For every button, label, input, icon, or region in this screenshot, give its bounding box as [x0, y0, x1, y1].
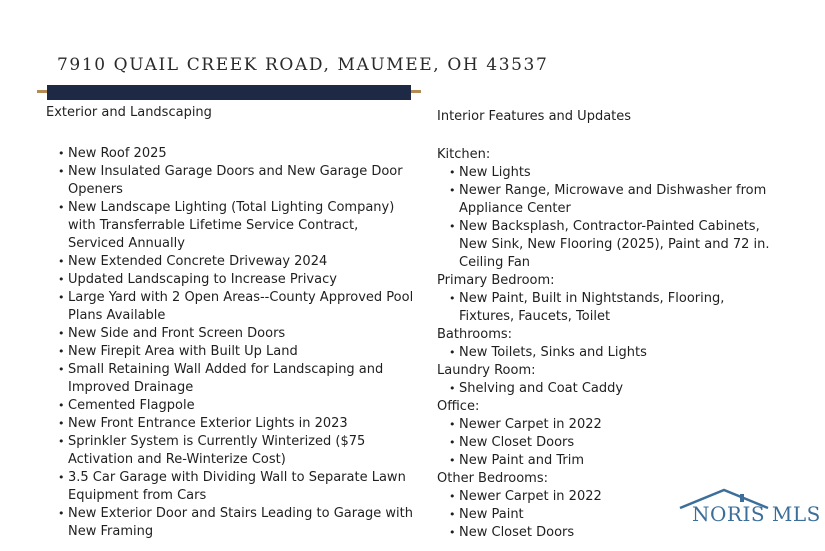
- category-laundry-room: Laundry Room:: [437, 363, 536, 378]
- list-item: • Shelving and Coat Caddy: [437, 380, 777, 398]
- list-item: • New Toilets, Sinks and Lights: [437, 344, 777, 362]
- logo-text: NORIS MLS: [692, 502, 821, 526]
- title-underline-navy: [47, 85, 411, 100]
- list-item: • New Insulated Garage Doors and New Garage Door Openers: [46, 163, 418, 199]
- list-item: • Small Retaining Wall Added for Landscaping and Improved Drainage: [46, 361, 418, 397]
- list-item: • Large Yard with 2 Open Areas--County Approved Pool Plans Available: [46, 289, 418, 325]
- kitchen-list: [437, 164, 777, 272]
- list-item: • New Roof 2025: [46, 145, 418, 163]
- bathrooms-list: [437, 344, 777, 362]
- category-bathrooms: Bathrooms:: [437, 327, 513, 342]
- list-item: • Newer Carpet in 2022: [437, 488, 777, 506]
- list-item: • New Exterior Door and Stairs Leading to Garage with New Framing: [46, 505, 418, 541]
- exterior-list: [46, 145, 418, 541]
- list-item: • New Closet Doors: [437, 434, 777, 452]
- exterior-heading: Exterior and Landscaping: [46, 105, 212, 120]
- list-item: • New Lights: [437, 164, 777, 182]
- primary-bedroom-list: [437, 290, 777, 326]
- interior-heading: Interior Features and Updates: [437, 109, 632, 124]
- list-item: • New Paint and Trim: [437, 452, 777, 470]
- category-other-bedrooms: Other Bedrooms:: [437, 471, 548, 486]
- list-item: • Newer Carpet in 2022: [437, 416, 777, 434]
- list-item: • Newer Range, Microwave and Dishwasher from Appliance Center: [437, 182, 777, 218]
- office-list: [437, 416, 777, 470]
- list-item: • New Firepit Area with Built Up Land: [46, 343, 418, 361]
- list-item: • New Side and Front Screen Doors: [46, 325, 418, 343]
- list-item: • Updated Landscaping to Increase Privacy: [46, 271, 418, 289]
- category-kitchen: Kitchen:: [437, 147, 491, 162]
- exterior-section: [46, 104, 418, 541]
- list-item: • 3.5 Car Garage with Dividing Wall to Separate Lawn Equipment from Cars: [46, 469, 418, 505]
- list-item: • New Backsplash, Contractor-Painted Cabinets, New Sink, New Flooring (2025), Paint and 72 in. Ceiling Fan: [437, 218, 777, 272]
- list-item: • Cemented Flagpole: [46, 397, 418, 415]
- list-item: • New Paint, Built in Nightstands, Flooring, Fixtures, Faucets, Toilet: [437, 290, 777, 326]
- list-item: • Sprinkler System is Currently Winterized ($75 Activation and Re-Winterize Cost): [46, 433, 418, 469]
- laundry-room-list: [437, 380, 777, 398]
- interior-section: [437, 108, 777, 542]
- list-item: • New Paint: [437, 506, 777, 524]
- category-primary-bedroom: Primary Bedroom:: [437, 273, 555, 288]
- list-item: • New Landscape Lighting (Total Lighting Company) with Transferrable Lifetime Service Contract, Serviced Annually: [46, 199, 418, 253]
- list-item: • New Closet Doors: [437, 524, 777, 542]
- list-item: • New Front Entrance Exterior Lights in 2023: [46, 415, 418, 433]
- noris-mls-logo: [678, 488, 821, 528]
- page-title: 7910 QUAIL CREEK ROAD, MAUMEE, OH 43537: [57, 55, 549, 75]
- list-item: • New Extended Concrete Driveway 2024: [46, 253, 418, 271]
- category-office: Office:: [437, 399, 480, 414]
